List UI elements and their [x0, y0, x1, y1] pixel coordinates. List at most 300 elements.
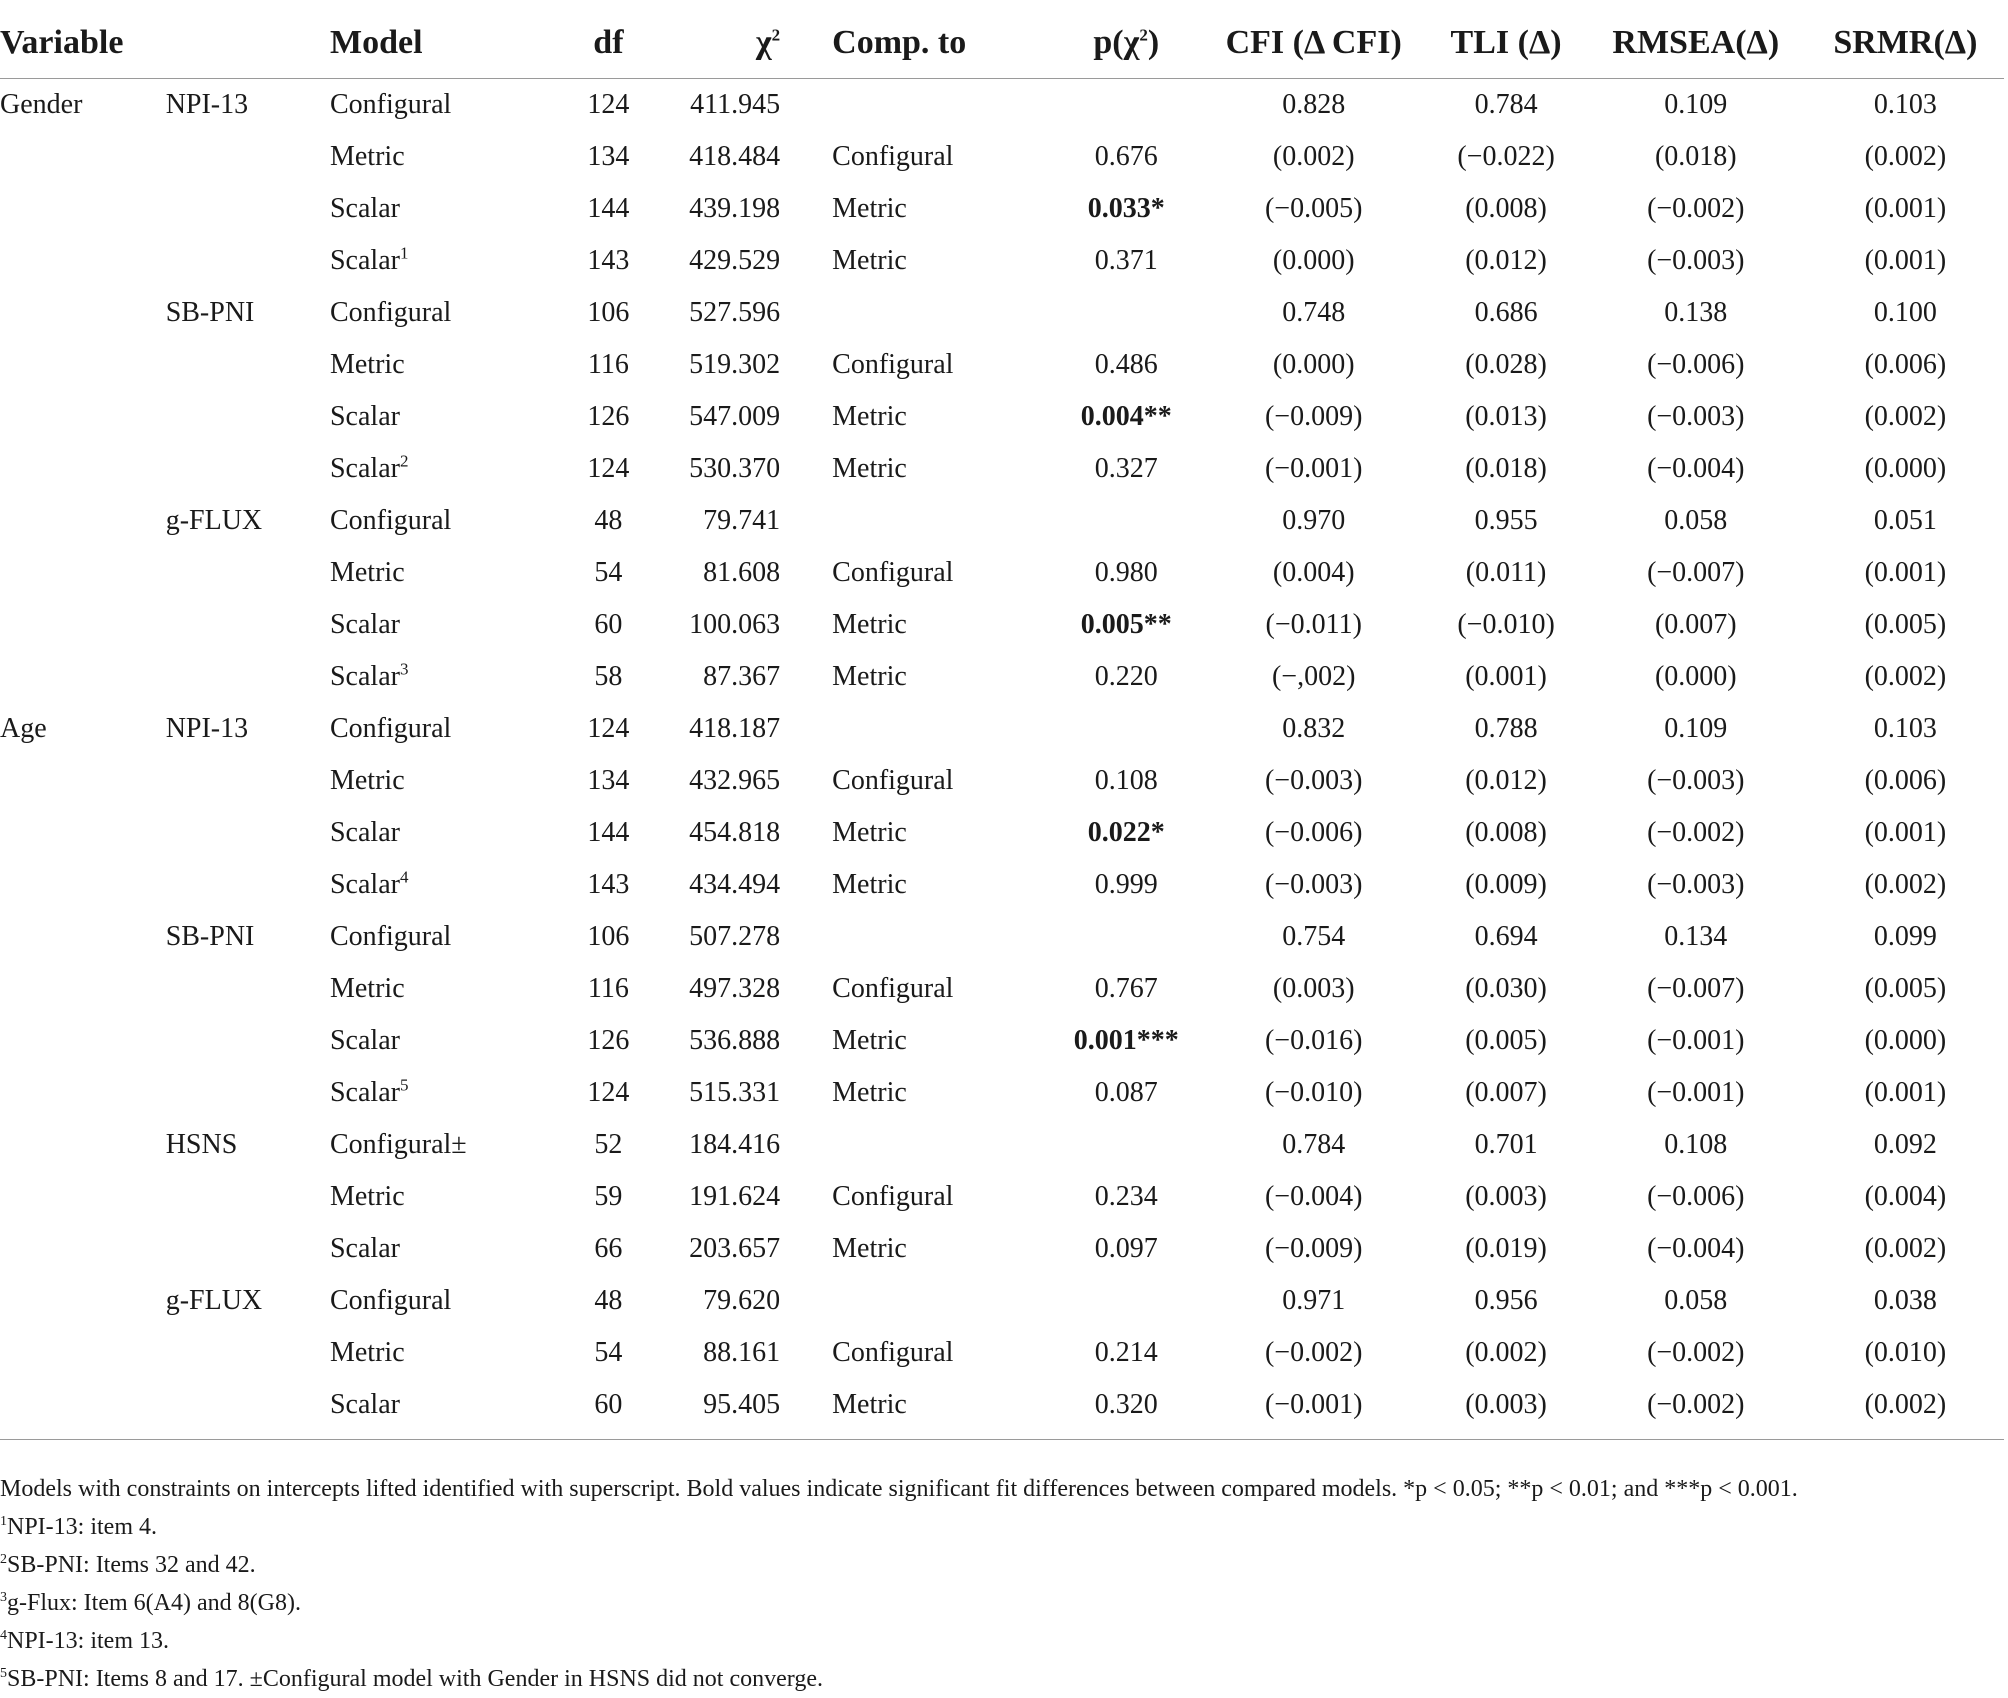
cell-srmr: 0.100 [1873, 297, 1937, 328]
cell-rmsea: (−0.006) [1647, 1181, 1745, 1212]
footnote-3 [0, 1584, 2004, 1622]
cell-srmr: (0.002) [1807, 1379, 2004, 1440]
header-row [0, 8, 2004, 79]
cell-comp-to: Configural [832, 1181, 954, 1212]
header-p-sup: 2 [1139, 25, 1148, 45]
model-label: Scalar [329, 869, 400, 900]
cell-p-value: 0.220 [1094, 661, 1158, 692]
cell-rmsea: 0.058 [1664, 1285, 1728, 1316]
model-label: Metric [329, 1337, 405, 1368]
cell-instrument [166, 339, 330, 391]
model-label: Configural [329, 1285, 452, 1316]
cell-tli: (0.012) [1465, 765, 1547, 796]
cell-df: 54 [594, 1337, 623, 1368]
cell-variable [0, 391, 166, 443]
cell-tli: (0.030) [1465, 973, 1547, 1004]
cell-model [330, 339, 555, 391]
cell-rmsea: (−0.003) [1647, 869, 1745, 900]
cell-p-value: 0.320 [1052, 1379, 1200, 1440]
cell-variable [0, 807, 166, 859]
cell-rmsea: (−0.001) [1647, 1077, 1745, 1108]
table-row [0, 495, 2004, 547]
cell-srmr: 0.103 [1873, 713, 1937, 744]
cell-df: 144 [587, 193, 630, 224]
cell-srmr: (0.001) [1864, 1077, 1947, 1108]
cell-rmsea: 0.134 [1664, 921, 1728, 952]
cell-variable [0, 755, 166, 807]
cell-comp-to [780, 911, 1052, 963]
cell-srmr: (0.006) [1864, 349, 1947, 380]
cell-tli: (0.011) [1465, 557, 1547, 588]
cell-variable [0, 1171, 166, 1223]
cell-df: 66 [594, 1233, 623, 1264]
cell-p-value: 0.676 [1094, 141, 1158, 172]
table-row [0, 911, 2004, 963]
cell-cfi: 0.970 [1282, 505, 1346, 536]
cell-variable [0, 339, 166, 391]
cell-srmr: (0.002) [1864, 661, 1947, 692]
cell-comp-to: Metric [832, 661, 907, 692]
cell-chi-square: 547.009 [689, 401, 781, 432]
cell-df: 126 [587, 1025, 630, 1056]
cell-variable [0, 1275, 166, 1327]
cell-p-value: 0.033* [1087, 193, 1165, 224]
cell-instrument [166, 651, 330, 703]
table-row [0, 1171, 2004, 1223]
cell-tli: (0.013) [1465, 401, 1547, 432]
measurement-invariance-table [0, 8, 2004, 1440]
model-label: Metric [329, 557, 405, 588]
cell-model [330, 807, 555, 859]
table-row [0, 1275, 2004, 1327]
cell-p-value: 0.214 [1094, 1337, 1158, 1368]
cell-rmsea: 0.109 [1664, 89, 1728, 120]
header-cfi: CFI (Δ CFI) [1200, 8, 1427, 79]
cell-variable [0, 287, 166, 339]
table-row [0, 391, 2004, 443]
header-srmr: SRMR(Δ) [1807, 8, 2004, 79]
footnote-mark: 2 [0, 1552, 7, 1567]
cell-variable [0, 183, 166, 235]
cell-instrument [166, 599, 330, 651]
cell-instrument [166, 755, 330, 807]
model-label: Scalar [329, 817, 400, 848]
cell-tli: 0.694 [1474, 921, 1538, 952]
footnote-4 [0, 1622, 2004, 1660]
cell-chi-square: 497.328 [689, 973, 781, 1004]
cell-model [330, 651, 555, 703]
header-chi-square [662, 8, 781, 79]
cell-comp-to: Metric [832, 193, 907, 224]
model-label: Scalar [329, 245, 400, 276]
cell-df: 124 [587, 713, 630, 744]
cell-cfi: 0.754 [1282, 921, 1346, 952]
cell-rmsea: (−0.007) [1647, 973, 1745, 1004]
cell-model [330, 599, 555, 651]
cell-cfi: (−0.001) [1264, 453, 1363, 484]
cell-model [330, 755, 555, 807]
cell-df: 143 [587, 245, 630, 276]
cell-srmr: 0.051 [1873, 505, 1937, 536]
header-chi-symbol: χ [755, 24, 772, 61]
cell-chi-square: 439.198 [689, 193, 781, 224]
cell-chi-square: 454.818 [689, 817, 781, 848]
cell-comp-to: Configural [832, 141, 954, 172]
cell-rmsea: (0.000) [1654, 661, 1737, 692]
cell-srmr: 0.038 [1873, 1285, 1937, 1316]
cell-rmsea: (−0.002) [1647, 193, 1745, 224]
table-row [0, 859, 2004, 911]
cell-comp-to: Configural [832, 349, 954, 380]
model-superscript: 2 [399, 451, 409, 471]
cell-cfi: (−0.005) [1264, 193, 1363, 224]
note-main: Models with constraints on intercepts lifted identified with superscript. Bold values indicate significant fit differences between compared models. *p < 0.05; **p < 0.01; and ***p < 0.001. [0, 1476, 1798, 1502]
cell-model [330, 287, 555, 339]
cell-rmsea: 0.058 [1664, 505, 1728, 536]
model-label: Scalar [329, 193, 400, 224]
cell-chi-square: 88.161 [703, 1337, 781, 1368]
cell-srmr: (0.000) [1864, 453, 1947, 484]
header-model: Model [330, 8, 555, 79]
cell-comp-to: Configural [832, 765, 954, 796]
model-label: Metric [329, 1181, 405, 1212]
model-label: Configural± [329, 1129, 467, 1160]
cell-instrument: SB-PNI [165, 921, 255, 952]
cell-tli: (0.012) [1465, 245, 1547, 276]
cell-comp-to: Configural [832, 557, 954, 588]
cell-instrument: NPI-13 [165, 89, 249, 120]
cell-df: 52 [594, 1129, 623, 1160]
cell-variable [0, 235, 166, 287]
model-superscript: 1 [399, 243, 409, 263]
cell-p-value: 0.022* [1087, 817, 1165, 848]
cell-df: 126 [587, 401, 630, 432]
footnote-text: NPI-13: item 4. [7, 1514, 157, 1540]
cell-variable [0, 1015, 166, 1067]
table-row [0, 1119, 2004, 1171]
table-row [0, 703, 2004, 755]
cell-model [330, 131, 555, 183]
cell-p-value: 0.371 [1094, 245, 1158, 276]
cell-rmsea: (0.018) [1654, 141, 1737, 172]
cell-instrument [166, 1327, 330, 1379]
cell-chi-square: 418.484 [689, 141, 781, 172]
cell-df: 48 [594, 1285, 623, 1316]
cell-srmr: (0.004) [1864, 1181, 1947, 1212]
cell-chi-square: 507.278 [689, 921, 781, 952]
cell-cfi: (−0.009) [1264, 401, 1363, 432]
cell-cfi: 0.971 [1282, 1285, 1346, 1316]
cell-tli: (0.002) [1465, 1337, 1547, 1368]
cell-p-value: 0.234 [1094, 1181, 1158, 1212]
table-row [0, 235, 2004, 287]
cell-srmr: (0.002) [1864, 1233, 1947, 1264]
cell-chi-square: 515.331 [689, 1077, 781, 1108]
model-label: Scalar [329, 609, 400, 640]
cell-chi-square: 411.945 [690, 89, 781, 120]
cell-model [330, 443, 555, 495]
cell-rmsea: (−0.002) [1647, 817, 1745, 848]
table-row [0, 183, 2004, 235]
cell-df: 59 [594, 1181, 623, 1212]
cell-model [330, 79, 555, 132]
cell-tli: 0.701 [1474, 1129, 1538, 1160]
cell-cfi: 0.748 [1282, 297, 1346, 328]
header-chi-sup: 2 [771, 25, 781, 45]
cell-srmr: (0.005) [1864, 609, 1947, 640]
cell-tli: (0.009) [1465, 869, 1547, 900]
cell-variable [0, 443, 166, 495]
cell-comp-to: Metric [832, 609, 907, 640]
cell-rmsea: (−0.004) [1647, 1233, 1745, 1264]
cell-df: 60 [594, 609, 623, 640]
cell-variable [0, 1327, 166, 1379]
cell-model [330, 183, 555, 235]
cell-comp-to [780, 287, 1052, 339]
cell-cfi: (−0.006) [1264, 817, 1363, 848]
cell-instrument: HSNS [165, 1129, 238, 1160]
model-label: Metric [329, 349, 405, 380]
cell-chi-square: 434.494 [689, 869, 781, 900]
cell-p-value: 0.004** [1080, 401, 1172, 432]
footnote-text: g-Flux: Item 6(A4) and 8(G8). [7, 1590, 301, 1616]
cell-tli: (0.019) [1465, 1233, 1547, 1264]
cell-rmsea: (0.007) [1654, 609, 1737, 640]
cell-p-value: 0.001*** [1073, 1025, 1179, 1056]
cell-rmsea: (−0.002) [1647, 1337, 1745, 1368]
table-row [0, 599, 2004, 651]
model-label: Metric [329, 973, 405, 1004]
cell-rmsea: 0.109 [1664, 713, 1728, 744]
cell-variable [0, 651, 166, 703]
cell-rmsea: (−0.006) [1647, 349, 1745, 380]
cell-df: 106 [587, 297, 630, 328]
table-row [0, 339, 2004, 391]
model-label: Metric [329, 765, 405, 796]
footnote-2 [0, 1546, 2004, 1584]
footnote-mark: 5 [0, 1666, 7, 1681]
cell-srmr: 0.099 [1873, 921, 1937, 952]
cell-p-value: 0.108 [1094, 765, 1158, 796]
cell-comp-to: Metric [832, 869, 907, 900]
cell-tli: (0.007) [1465, 1077, 1547, 1108]
cell-comp-to: Metric [832, 453, 907, 484]
cell-srmr: (0.001) [1864, 557, 1947, 588]
cell-tli: (0.008) [1465, 193, 1547, 224]
cell-tli: (0.005) [1465, 1025, 1547, 1056]
cell-variable [0, 1223, 166, 1275]
cell-p-value: 0.087 [1094, 1077, 1158, 1108]
cell-model [330, 963, 555, 1015]
cell-df: 124 [587, 89, 630, 120]
cell-instrument [166, 391, 330, 443]
cell-comp-to: Metric [832, 1233, 907, 1264]
cell-model [330, 1119, 555, 1171]
cell-p-value [1052, 1275, 1200, 1327]
model-label: Configural [329, 89, 452, 120]
table-row [0, 131, 2004, 183]
footnote-mark: 3 [0, 1590, 7, 1605]
cell-rmsea: (−0.003) [1647, 765, 1745, 796]
model-label: Scalar [329, 453, 400, 484]
cell-instrument [166, 235, 330, 287]
model-label: Metric [329, 141, 405, 172]
footnote-mark: 1 [0, 1514, 7, 1529]
cell-srmr: (0.006) [1864, 765, 1947, 796]
cell-chi-square: 432.965 [689, 765, 781, 796]
cell-chi-square: 100.063 [689, 609, 781, 640]
cell-cfi: (0.000) [1272, 245, 1355, 276]
cell-variable [0, 859, 166, 911]
footnote-5 [0, 1660, 2004, 1698]
cell-chi-square: 203.657 [689, 1233, 781, 1264]
cell-p-value: 0.005** [1080, 609, 1172, 640]
header-instrument [166, 8, 330, 79]
cell-cfi: (−0.009) [1264, 1233, 1363, 1264]
table-row [0, 1067, 2004, 1119]
cell-comp-to: Configural [832, 973, 954, 1004]
footnote-1 [0, 1508, 2004, 1546]
cell-comp-to [780, 1275, 1052, 1327]
cell-model [330, 1275, 555, 1327]
cell-instrument [166, 1015, 330, 1067]
cell-srmr: (0.010) [1864, 1337, 1947, 1368]
model-label: Scalar [329, 661, 400, 692]
cell-p-value [1052, 495, 1200, 547]
cell-model [330, 703, 555, 755]
cell-chi-square: 530.370 [689, 453, 781, 484]
cell-tli: (0.028) [1465, 349, 1547, 380]
cell-tli: (0.018) [1465, 453, 1547, 484]
cell-rmsea: (−0.003) [1647, 401, 1745, 432]
cell-comp-to: Metric [832, 817, 907, 848]
cell-model [330, 1015, 555, 1067]
cell-p-value: 0.980 [1094, 557, 1158, 588]
cell-model [330, 1379, 555, 1440]
cell-p-value [1052, 703, 1200, 755]
cell-cfi: (−0.004) [1264, 1181, 1363, 1212]
cell-srmr: (0.001) [1864, 817, 1947, 848]
cell-rmsea: (−0.002) [1585, 1379, 1807, 1440]
cell-chi-square: 87.367 [703, 661, 781, 692]
cell-instrument: NPI-13 [165, 713, 249, 744]
table-row [0, 807, 2004, 859]
model-label: Configural [329, 297, 452, 328]
cell-tli: (0.003) [1465, 1181, 1547, 1212]
cell-srmr: (0.002) [1864, 869, 1947, 900]
cell-df: 144 [587, 817, 630, 848]
cell-variable: Age [0, 713, 47, 744]
cell-p-value: 0.097 [1094, 1233, 1158, 1264]
footnote-text: SB-PNI: Items 8 and 17. ±Configural model with Gender in HSNS did not converge. [7, 1666, 823, 1692]
cell-comp-to: Metric [780, 1379, 1052, 1440]
cell-model [330, 859, 555, 911]
table-row [0, 755, 2004, 807]
cell-model [330, 1223, 555, 1275]
cell-cfi: (−0.010) [1264, 1077, 1363, 1108]
cell-chi-square: 184.416 [689, 1129, 781, 1160]
cell-chi-square: 79.741 [703, 505, 781, 536]
cell-tli: (−0.022) [1457, 141, 1555, 172]
header-p-pre: p(χ [1093, 24, 1140, 61]
cell-instrument: SB-PNI [165, 297, 255, 328]
footnote-mark: 4 [0, 1628, 7, 1643]
cell-tli: 0.956 [1474, 1285, 1538, 1316]
cell-instrument [166, 183, 330, 235]
cell-model [330, 547, 555, 599]
cell-df: 48 [594, 505, 623, 536]
cell-tli: 0.686 [1474, 297, 1538, 328]
cell-chi-square: 429.529 [689, 245, 781, 276]
cell-instrument [166, 1379, 330, 1440]
model-superscript: 4 [399, 867, 409, 887]
cell-p-value: 0.999 [1094, 869, 1158, 900]
cell-cfi: (−0.002) [1264, 1337, 1363, 1368]
table-row [0, 1015, 2004, 1067]
header-p-chi [1052, 8, 1200, 79]
cell-model [330, 1067, 555, 1119]
cell-cfi: (−0.016) [1264, 1025, 1363, 1056]
table-row [0, 1327, 2004, 1379]
cell-chi-square: 418.187 [689, 713, 781, 744]
table-row [0, 1379, 2004, 1440]
cell-df: 134 [587, 141, 630, 172]
model-label: Scalar [329, 1025, 400, 1056]
cell-rmsea: (−0.007) [1647, 557, 1745, 588]
footnote-text: SB-PNI: Items 32 and 42. [7, 1552, 256, 1578]
cell-tli: (0.008) [1465, 817, 1547, 848]
cell-model [330, 911, 555, 963]
table-body [0, 79, 2004, 1440]
table-row [0, 963, 2004, 1015]
cell-srmr: (0.005) [1864, 973, 1947, 1004]
model-label: Configural [329, 921, 452, 952]
cell-rmsea: (−0.001) [1647, 1025, 1745, 1056]
cell-instrument [166, 1171, 330, 1223]
cell-df: 134 [587, 765, 630, 796]
model-superscript: 3 [399, 659, 409, 679]
cell-comp-to [780, 79, 1052, 132]
cell-p-value: 0.486 [1094, 349, 1158, 380]
table-notes [0, 1470, 2004, 1698]
cell-rmsea: 0.108 [1664, 1129, 1728, 1160]
cell-variable [0, 1067, 166, 1119]
cell-instrument: g-FLUX [165, 505, 263, 536]
cell-comp-to: Metric [832, 245, 907, 276]
cell-cfi: 0.828 [1282, 89, 1346, 120]
cell-srmr: 0.103 [1873, 89, 1937, 120]
cell-srmr: (0.001) [1864, 245, 1947, 276]
cell-df: 124 [587, 453, 630, 484]
cell-variable [0, 911, 166, 963]
cell-chi-square: 81.608 [703, 557, 781, 588]
cell-model [330, 1171, 555, 1223]
cell-cfi: 0.832 [1282, 713, 1346, 744]
cell-cfi: (0.003) [1272, 973, 1355, 1004]
cell-df: 143 [587, 869, 630, 900]
cell-p-value [1052, 911, 1200, 963]
cell-df: 58 [594, 661, 623, 692]
cell-cfi: (0.000) [1272, 349, 1355, 380]
cell-model [330, 391, 555, 443]
model-label: Scalar [329, 1233, 400, 1264]
cell-variable [0, 547, 166, 599]
model-label: Scalar [329, 1389, 400, 1420]
header-rmsea: RMSEA(Δ) [1585, 8, 1807, 79]
cell-cfi: (0.004) [1272, 557, 1355, 588]
header-variable: Variable [0, 8, 166, 79]
table-row [0, 1223, 2004, 1275]
